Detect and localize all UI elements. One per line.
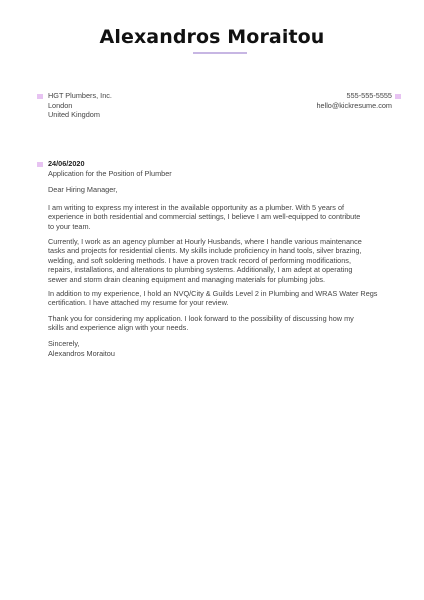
salutation: Dear Hiring Manager,: [48, 185, 118, 194]
closing: Sincerely,: [48, 339, 80, 348]
paragraph-line: repairs, installations, and alterations to plumbing systems. Additionally, I am adept at operating: [48, 265, 353, 275]
recipient-country: United Kingdom: [48, 110, 100, 119]
paragraph-line: tasks and projects for residential clients. My skills include proficiency in hand tools, silver brazing,: [48, 246, 362, 256]
recipient-city: London: [48, 100, 73, 110]
letter-date: 24/06/2020: [48, 159, 85, 168]
contact-marker: [395, 94, 401, 99]
recipient-marker: [37, 94, 43, 99]
paragraph-line: sewer and storm drain cleaning equipment and managing materials for plumbing jobs.: [48, 274, 326, 284]
paragraph-line: Currently, I work as an agency plumber at Hourly Husbands, where I handle various maintenance: [48, 237, 362, 246]
paragraph-line: welding, and soft soldering methods. I have a proven track record of performing modifications,: [48, 255, 351, 265]
paragraph-line: certification. I have attached my resume for your review.: [48, 298, 229, 308]
paragraph-line: In addition to my experience, I hold an NVQ/City & Guilds Level 2 in Plumbing and WRAS Water Regs: [48, 289, 378, 298]
body-paragraph-2: [48, 237, 388, 284]
paragraph-line: skills and experience align with your needs.: [48, 323, 189, 333]
contact-email: hello@kickresume.com: [316, 100, 392, 110]
paragraph-line: experience in both residential and commercial settings, I believe I am well-equipped to contribute: [48, 212, 361, 222]
body-paragraph-4: [48, 314, 388, 333]
applicant-name: Alexandros Moraitou: [99, 26, 325, 48]
name-underline: [193, 52, 247, 54]
paragraph-line: I am writing to express my interest in the available opportunity as a plumber. With 5 years of: [48, 203, 345, 212]
recipient-company: HGT Plumbers, Inc.: [48, 91, 112, 100]
letter-subject: Application for the Position of Plumber: [48, 169, 172, 178]
paragraph-line: to your team.: [48, 221, 91, 231]
body-paragraph-3: [48, 289, 388, 308]
paragraph-line: Thank you for considering my application. I look forward to the possibility of discussing how my: [48, 314, 354, 323]
date-marker: [37, 162, 43, 167]
body-paragraph-1: [48, 203, 388, 231]
contact-phone: 555-555-5555: [346, 91, 392, 100]
signature-name: Alexandros Moraitou: [48, 348, 115, 358]
